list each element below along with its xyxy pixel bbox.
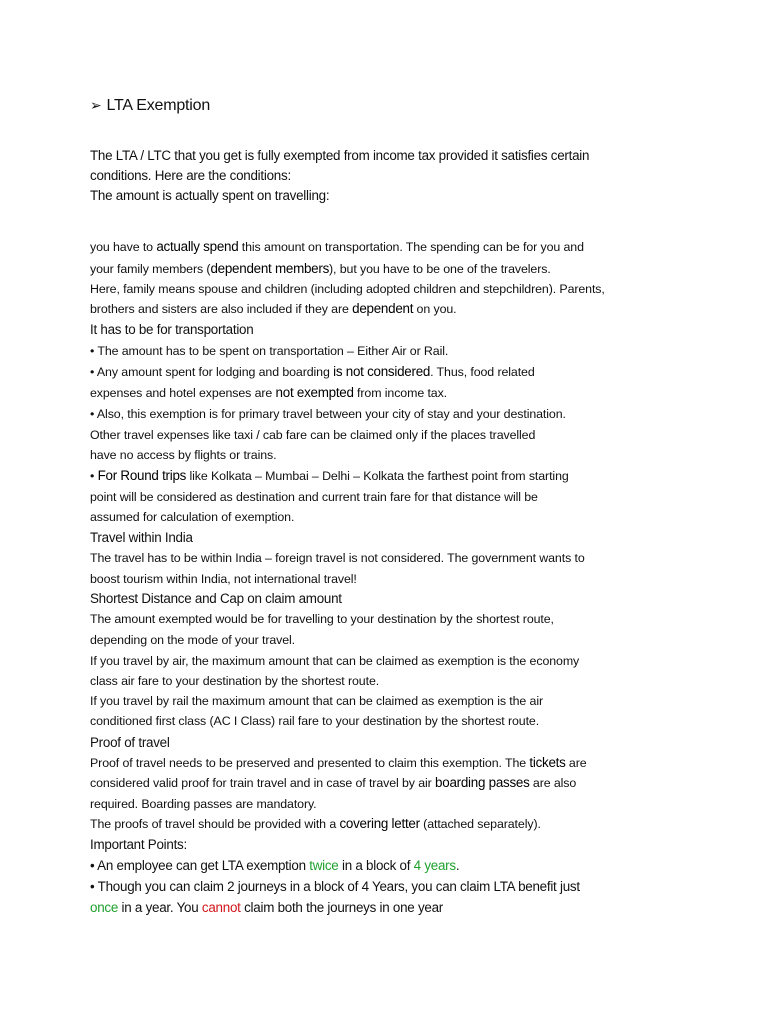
text-segment: in a block of [338,858,414,873]
text-segment: are also [529,776,577,790]
text-segment: ), but you have to be one of the travelers. [329,262,551,276]
text-segment: Proof of travel [90,735,170,750]
text-segment: from income tax. [353,386,448,400]
text-segment: Here, family means spouse and children (including adopted children and stepchildren). Parents, [90,282,605,296]
text-segment: • [90,469,98,483]
text-segment: boost tourism within India, not international travel! [90,572,357,586]
india-line-2 [90,570,357,588]
text-segment: considered valid proof for train travel and in case of travel by air [90,776,436,790]
transport-line-9 [90,508,294,526]
text-segment: If you travel by air, the maximum amount that can be claimed as exemption is the economy [90,654,580,668]
proof-line-1 [90,754,587,772]
text-segment: Other travel expenses like taxi / cab fare can be claimed only if the places travelled [90,428,536,442]
spend-line-4 [90,300,457,318]
points-heading [90,836,187,854]
distance-line-3 [90,652,579,670]
text-segment: . [455,858,460,873]
transport-line-7 [90,467,569,485]
text-segment: in a year. You [118,900,202,915]
highlighted-text: once [90,900,119,915]
transport-heading [90,321,253,339]
distance-heading [90,590,342,608]
proof-heading [90,734,170,752]
distance-line-1 [90,610,554,628]
proof-line-2 [90,774,576,792]
text-segment: • An employee can get LTA exemption [90,858,310,873]
text-segment: point will be considered as destination and current train fare for that distance will be [90,490,538,504]
transport-line-3 [90,384,447,402]
spend-line-1 [90,238,584,256]
highlighted-text: actually spend [156,239,239,254]
highlighted-text: dependent members [210,261,330,276]
transport-line-4 [90,405,566,423]
text-segment: like Kolkata – Mumbai – Delhi – Kolkata the farthest point from starting [186,469,569,483]
text-segment: your family members ( [90,262,211,276]
text-segment: The amount exempted would be for travelling to your destination by the shortest route, [90,612,554,626]
text-segment: The travel has to be within India – foreign travel is not considered. The government wants to [90,551,585,565]
text-segment: depending on the mode of your travel. [90,633,296,647]
highlighted-text: not exempted [275,385,354,400]
distance-line-4 [90,672,379,690]
transport-line-5 [90,426,535,444]
text-segment: If you travel by rail the maximum amount that can be claimed as exemption is the air [90,694,544,708]
text-segment: The LTA / LTC that you get is fully exempted from income tax provided it satisfies certain [90,148,590,163]
text-segment: claim both the journeys in one year [240,900,444,915]
section-heading [90,94,210,117]
distance-line-5 [90,692,543,710]
text-segment: Travel within India [90,530,193,545]
text-segment: The amount is actually spent on travelling: [90,188,330,203]
text-segment: brothers and sisters are also included if they are [90,302,353,316]
distance-line-2 [90,631,295,649]
highlighted-text: boarding passes [435,775,530,790]
transport-line-2 [90,363,535,381]
text-segment: conditions. Here are the conditions: [90,168,291,183]
transport-line-6 [90,446,276,464]
text-segment: (attached separately). [419,817,541,831]
spend-line-3 [90,280,605,298]
highlighted-text: cannot [201,900,241,915]
intro-line-2 [90,167,291,185]
highlighted-text: dependent [352,301,414,316]
points-line-3 [90,899,443,917]
intro-line-3 [90,187,329,205]
highlighted-text: twice [309,858,339,873]
text-segment: required. Boarding passes are mandatory. [90,797,317,811]
text-segment: It has to be for transportation [90,322,254,337]
highlighted-text: 4 years [413,858,456,873]
highlighted-text: For Round trips [97,468,187,483]
text-segment: • The amount has to be spent on transportation – Either Air or Rail. [90,344,449,358]
text-segment: • Any amount spent for lodging and boarding [90,365,334,379]
highlighted-text: tickets [529,755,566,770]
section-title: LTA Exemption [106,97,211,114]
arrow-bullet-icon: ➢ [90,97,102,113]
highlighted-text: is not considered [333,364,431,379]
text-segment: expenses and hotel expenses are [90,386,276,400]
text-segment: are [565,756,587,770]
highlighted-text: covering letter [339,816,420,831]
intro-line-1 [90,147,589,165]
india-heading [90,529,193,547]
text-segment: The proofs of travel should be provided with a [90,817,340,831]
text-segment: this amount on transportation. The spending can be for you and [238,240,584,254]
text-segment: have no access by flights or trains. [90,448,277,462]
text-segment: • Also, this exemption is for primary travel between your city of stay and your destination. [90,407,566,421]
spend-line-2 [90,260,551,278]
proof-line-3 [90,795,317,813]
points-line-2 [90,878,580,896]
proof-line-4 [90,815,541,833]
text-segment: • Though you can claim 2 journeys in a block of 4 Years, you can claim LTA benefit just [90,879,580,894]
text-segment: on you. [413,302,457,316]
distance-line-6 [90,712,539,730]
text-segment: Proof of travel needs to be preserved and presented to claim this exemption. The [90,756,530,770]
points-line-1 [90,857,459,875]
transport-line-8 [90,488,538,506]
text-segment: Important Points: [90,837,187,852]
text-segment: conditioned first class (AC I Class) rail fare to your destination by the shortest route. [90,714,540,728]
text-segment: Shortest Distance and Cap on claim amount [90,591,342,606]
text-segment: assumed for calculation of exemption. [90,510,295,524]
text-segment: you have to [90,240,157,254]
text-segment: . Thus, food related [430,365,535,379]
india-line-1 [90,549,585,567]
text-segment: class air fare to your destination by the shortest route. [90,674,380,688]
transport-line-1 [90,342,448,360]
